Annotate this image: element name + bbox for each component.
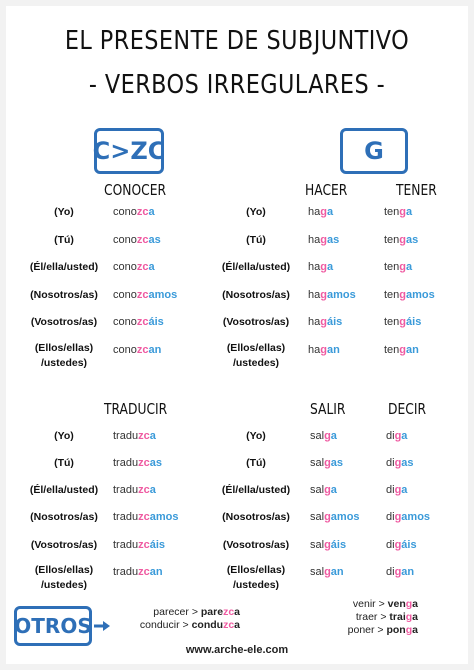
conjugation-tener-5 xyxy=(384,315,421,329)
right-top-pronoun-ellos-2: /ustedes) xyxy=(232,357,280,369)
stem: di xyxy=(386,539,395,551)
conjugation-traducir-6 xyxy=(113,565,163,579)
conjugation-conocer-5 xyxy=(113,315,164,329)
stem: ten xyxy=(384,289,400,301)
ending: amos xyxy=(401,511,431,523)
irregular-part: g xyxy=(399,289,407,301)
ending: áis xyxy=(149,539,165,551)
stem: ha xyxy=(308,316,321,328)
ending: as xyxy=(406,234,419,246)
verb-heading-hacer: HACER xyxy=(305,181,348,199)
conjugation-hacer-1 xyxy=(308,205,333,219)
otros-g-item-1 xyxy=(300,598,418,611)
irregular-part: g xyxy=(394,484,402,496)
conjugation-decir-3 xyxy=(386,483,407,497)
irregular-part: zc xyxy=(136,316,149,328)
conjugation-salir-4 xyxy=(310,510,360,524)
stem: ha xyxy=(308,206,321,218)
irregular-part: g xyxy=(399,261,407,273)
irregular-part: g xyxy=(320,234,327,246)
left-top-pronoun-ellos-2: /ustedes) xyxy=(40,357,88,369)
conjugation-tener-6 xyxy=(384,343,419,357)
stem: sal xyxy=(310,484,325,496)
otros-g-item-3 xyxy=(300,624,418,637)
infinitive: parecer > xyxy=(153,606,201,618)
stem: di xyxy=(386,457,395,469)
stem: sal xyxy=(310,539,325,551)
stem: sal xyxy=(310,430,325,442)
group-label-g: G xyxy=(340,128,408,174)
irregular-part: zc xyxy=(138,539,150,551)
right-top-pronoun-tu: (Tú) xyxy=(246,234,266,246)
infinitive: poner > xyxy=(347,624,387,636)
conjugation-decir-2 xyxy=(386,456,414,470)
verb-heading-decir: DECIR xyxy=(388,400,427,418)
ending: as xyxy=(149,457,162,469)
irregular-part: zc xyxy=(136,206,149,218)
otros-label: OTROS xyxy=(14,606,92,646)
irregular-part: g xyxy=(399,344,407,356)
irregular-part: g xyxy=(320,206,327,218)
left-bottom-pronoun-tu: (Tú) xyxy=(54,457,74,469)
ending: áis xyxy=(406,316,422,328)
stem: sal xyxy=(310,511,325,523)
ending: a xyxy=(149,430,156,442)
ending: an xyxy=(326,344,340,356)
stem: ten xyxy=(384,344,400,356)
ending: áis xyxy=(148,316,164,328)
stem: sal xyxy=(310,457,325,469)
ending: a xyxy=(326,206,334,218)
ending: as xyxy=(148,234,161,246)
irregular-part: g xyxy=(324,457,331,469)
ending: amos xyxy=(148,289,178,301)
left-top-pronoun-el: (Él/ella/usted) xyxy=(29,261,99,273)
right-bottom-pronoun-nosotros: (Nosotros/as) xyxy=(222,511,290,523)
left-top-pronoun-tu: (Tú) xyxy=(54,234,74,246)
left-top-pronoun-vosotros: (Vosotros/as) xyxy=(30,316,98,328)
irregular-part: g xyxy=(394,566,402,578)
infinitive: conducir > xyxy=(139,619,192,631)
otros-g-item-2 xyxy=(300,611,418,624)
conjugation-conocer-3 xyxy=(113,260,155,274)
stem: cono xyxy=(113,344,137,356)
conjugation-salir-3 xyxy=(310,483,337,497)
conjugation-conocer-2 xyxy=(113,233,161,247)
irregular-part: g xyxy=(405,611,413,623)
right-top-pronoun-yo: (Yo) xyxy=(246,206,266,218)
group-label-c-zc: C>ZC xyxy=(94,128,164,174)
otros-zc-item-1 xyxy=(110,606,240,619)
irregular-part: g xyxy=(405,624,413,636)
conjugation-tener-2 xyxy=(384,233,418,247)
ending: a xyxy=(330,430,337,442)
conjugation-hacer-6 xyxy=(308,343,340,357)
conjugation-salir-1 xyxy=(310,429,337,443)
conjugation-decir-1 xyxy=(386,429,407,443)
irregular-part: g xyxy=(324,430,331,442)
irregular-part: g xyxy=(320,344,327,356)
stem: ten xyxy=(384,261,400,273)
left-bottom-pronoun-el: (Él/ella/usted) xyxy=(29,484,99,496)
otros-list-g xyxy=(300,598,418,637)
ending: an xyxy=(149,566,163,578)
stem: di xyxy=(386,566,395,578)
stem: ten xyxy=(384,316,400,328)
ending: a xyxy=(406,206,413,218)
irregular-part: zc xyxy=(138,566,150,578)
conjugation-tener-4 xyxy=(384,288,435,302)
stem: pare xyxy=(200,606,224,618)
ending: a xyxy=(330,484,337,496)
right-top-pronoun-ellos-1: (Ellos/ellas) xyxy=(226,342,286,354)
stem: cono xyxy=(113,289,137,301)
conjugation-tener-1 xyxy=(384,205,412,219)
ending: a xyxy=(148,206,155,218)
ending: as xyxy=(326,234,340,246)
otros-list-zc xyxy=(110,606,240,632)
irregular-part: g xyxy=(394,511,402,523)
ending: a xyxy=(148,261,155,273)
conjugation-conocer-6 xyxy=(113,343,161,357)
right-bottom-pronoun-el: (Él/ella/usted) xyxy=(221,484,291,496)
verb-heading-conocer: CONOCER xyxy=(104,181,167,199)
irregular-part: zc xyxy=(223,619,235,631)
conjugation-traducir-3 xyxy=(113,483,156,497)
irregular-part: zc xyxy=(136,261,149,273)
ending: a xyxy=(234,606,240,618)
irregular-part: g xyxy=(394,539,402,551)
ending: a xyxy=(412,624,418,636)
conjugation-hacer-2 xyxy=(308,233,339,247)
irregular-part: zc xyxy=(136,289,149,301)
conjugation-traducir-4 xyxy=(113,510,178,524)
stem: di xyxy=(386,511,395,523)
ending: amos xyxy=(330,511,360,523)
otros-zc-item-2 xyxy=(110,619,240,632)
irregular-part: zc xyxy=(136,344,149,356)
stem: ha xyxy=(308,289,321,301)
stem: sal xyxy=(310,566,325,578)
ending: amos xyxy=(326,289,356,301)
stem: trai xyxy=(389,611,406,623)
stem: tradu xyxy=(113,566,139,578)
ending: amos xyxy=(406,289,435,301)
conjugation-conocer-4 xyxy=(113,288,177,302)
ending: a xyxy=(412,598,418,610)
irregular-part: g xyxy=(324,566,331,578)
left-top-pronoun-yo: (Yo) xyxy=(54,206,74,218)
ending: a xyxy=(406,261,413,273)
stem: di xyxy=(386,430,395,442)
ending: a xyxy=(401,484,408,496)
ending: áis xyxy=(330,539,347,551)
irregular-part: zc xyxy=(138,430,150,442)
irregular-part: g xyxy=(324,511,331,523)
left-top-pronoun-ellos-1: (Ellos/ellas) xyxy=(34,342,94,354)
title-line-2: - VERBOS IRREGULARES - xyxy=(88,70,386,100)
right-top-pronoun-nosotros: (Nosotros/as) xyxy=(222,289,290,301)
irregular-part: g xyxy=(405,598,413,610)
verb-heading-salir: SALIR xyxy=(310,400,346,418)
ending: áis xyxy=(401,539,417,551)
conjugation-salir-2 xyxy=(310,456,343,470)
infinitive: traer > xyxy=(355,611,390,623)
stem: pon xyxy=(386,624,406,636)
conjugation-salir-6 xyxy=(310,565,344,579)
conjugation-decir-4 xyxy=(386,510,430,524)
ending: as xyxy=(401,457,414,469)
conjugation-decir-5 xyxy=(386,538,417,552)
right-top-pronoun-vosotros: (Vosotros/as) xyxy=(222,316,290,328)
verb-heading-traducir: TRADUCIR xyxy=(104,400,168,418)
irregular-part: g xyxy=(324,484,331,496)
ending: amos xyxy=(149,511,179,523)
stem: ten xyxy=(384,234,400,246)
ending: an xyxy=(148,344,162,356)
left-top-pronoun-nosotros: (Nosotros/as) xyxy=(30,289,98,301)
irregular-part: zc xyxy=(136,234,149,246)
stem: ha xyxy=(308,344,321,356)
stem: ten xyxy=(384,206,400,218)
right-bottom-pronoun-ellos-2: /ustedes) xyxy=(232,579,280,591)
stem: cono xyxy=(113,206,137,218)
irregular-part: g xyxy=(399,206,407,218)
irregular-part: zc xyxy=(138,457,150,469)
conjugation-decir-6 xyxy=(386,565,414,579)
stem: ven xyxy=(387,598,406,610)
ending: a xyxy=(149,484,156,496)
irregular-part: g xyxy=(399,316,407,328)
stem: tradu xyxy=(113,539,139,551)
irregular-part: zc xyxy=(138,484,150,496)
ending: a xyxy=(412,611,418,623)
conjugation-hacer-3 xyxy=(308,260,333,274)
ending: as xyxy=(330,457,344,469)
conjugation-tener-3 xyxy=(384,260,412,274)
stem: tradu xyxy=(113,457,139,469)
irregular-part: g xyxy=(394,457,402,469)
left-bottom-pronoun-ellos-2: /ustedes) xyxy=(40,579,88,591)
ending: a xyxy=(326,261,334,273)
irregular-part: g xyxy=(320,316,327,328)
irregular-part: g xyxy=(320,261,327,273)
stem: tradu xyxy=(113,430,139,442)
conjugation-traducir-2 xyxy=(113,456,162,470)
irregular-part: g xyxy=(320,289,327,301)
conjugation-hacer-4 xyxy=(308,288,356,302)
conjugation-conocer-1 xyxy=(113,205,155,219)
irregular-part: zc xyxy=(138,511,150,523)
arrow-right-icon xyxy=(94,620,110,632)
stem: condu xyxy=(191,619,224,631)
footer-url: www.arche-ele.com xyxy=(185,644,289,656)
ending: an xyxy=(330,566,344,578)
left-bottom-pronoun-yo: (Yo) xyxy=(54,430,74,442)
stem: tradu xyxy=(113,511,139,523)
stem: ha xyxy=(308,234,321,246)
conjugation-traducir-1 xyxy=(113,429,156,443)
right-top-pronoun-el: (Él/ella/usted) xyxy=(221,261,291,273)
irregular-part: g xyxy=(394,430,402,442)
conjugation-hacer-5 xyxy=(308,315,342,329)
right-bottom-pronoun-vosotros: (Vosotros/as) xyxy=(222,539,290,551)
irregular-part: g xyxy=(324,539,331,551)
irregular-part: zc xyxy=(223,606,235,618)
left-bottom-pronoun-vosotros: (Vosotros/as) xyxy=(30,539,98,551)
irregular-part: g xyxy=(399,234,407,246)
left-bottom-pronoun-nosotros: (Nosotros/as) xyxy=(30,511,98,523)
stem: cono xyxy=(113,261,137,273)
stem: cono xyxy=(113,234,137,246)
right-bottom-pronoun-yo: (Yo) xyxy=(246,430,266,442)
stem: di xyxy=(386,484,395,496)
stem: cono xyxy=(113,316,137,328)
ending: an xyxy=(406,344,419,356)
right-bottom-pronoun-ellos-1: (Ellos/ellas) xyxy=(226,564,286,576)
verb-heading-tener: TENER xyxy=(396,181,437,199)
ending: áis xyxy=(326,316,343,328)
left-bottom-pronoun-ellos-1: (Ellos/ellas) xyxy=(34,564,94,576)
ending: a xyxy=(234,619,240,631)
stem: ha xyxy=(308,261,321,273)
conjugation-traducir-5 xyxy=(113,538,165,552)
stem: tradu xyxy=(113,484,139,496)
title-line-1: EL PRESENTE DE SUBJUNTIVO xyxy=(64,26,410,56)
conjugation-salir-5 xyxy=(310,538,346,552)
ending: an xyxy=(401,566,415,578)
right-bottom-pronoun-tu: (Tú) xyxy=(246,457,266,469)
ending: a xyxy=(401,430,408,442)
infinitive: venir > xyxy=(352,598,388,610)
